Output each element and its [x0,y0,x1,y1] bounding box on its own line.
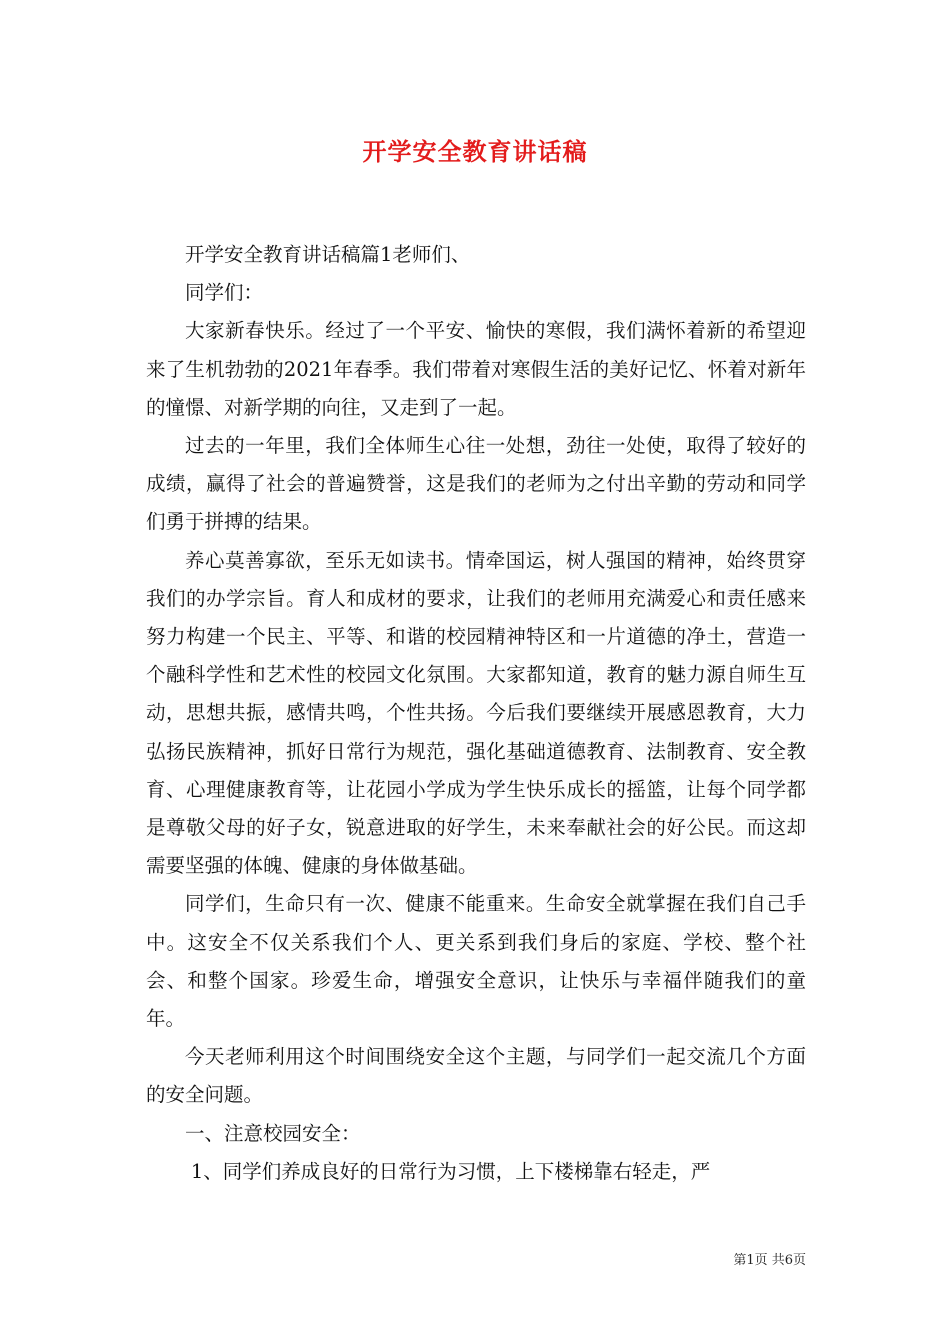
paragraph-heading: 开学安全教育讲话稿篇1老师们、 [185,243,471,266]
paragraph-greeting: 大家新春快乐。经过了一个平安、愉快的寒假，我们满怀着新的希望迎来了生机勃勃的2021年春季。我们带着对寒假生活的美好记忆、怀着对新年的憧憬、对新学期的向往，又走到了一起。 [146,319,806,419]
paragraph-education: 养心莫善寡欲，至乐无如读书。情牵国运，树人强国的精神，始终贯穿我们的办学宗旨。育人和成材的要求，让我们的老师用充满爱心和责任感来努力构建一个民主、平等、和谐的校园精神特区和一片道德的净土，营造一个融科学性和艺术性的校园文化氛围。大家都知道，教育的魅力源自师生互动，思想共振，感情共鸣，个性共扬。今后我们要继续开展感恩教育，大力弘扬民族精神，抓好日常行为规范，强化基础道德教育、法制教育、安全教育、心理健康教育等，让花园小学成为学生快乐成长的摇篮，让每个同学都是尊敬父母的好子女，锐意进取的好学生，未来奉献社会的好公民。而这却需要坚强的体魄、健康的身体做基础。 [146,548,806,878]
paragraph-salutation: 同学们： [185,281,264,305]
section-heading-campus-safety: 一、注意校园安全： [185,1121,361,1145]
document-title: 开学安全教育讲话稿 [362,138,588,166]
page-indicator: 第1页 共6页 [733,1253,806,1268]
paragraph-topic-intro: 今天老师利用这个时间围绕安全这个主题，与同学们一起交流几个方面的安全问题。 [146,1045,806,1107]
list-item-1: 1、同学们养成良好的日常行为习惯，上下楼梯靠右轻走，严 [190,1159,711,1183]
paragraph-life-safety: 同学们，生命只有一次、健康不能重来。生命安全就掌握在我们自己手中。这安全不仅关系我们个人、更关系到我们身后的家庭、学校、整个社会、和整个国家。珍爱生命，增强安全意识，让快乐与幸福伴随我们的童年。 [146,892,806,1031]
paragraph-past-year: 过去的一年里，我们全体师生心往一处想，劲往一处使，取得了较好的成绩，赢得了社会的普遍赞誉，这是我们的老师为之付出辛勤的劳动和同学们勇于拼搏的结果。 [146,434,806,534]
document-body [146,236,806,1191]
